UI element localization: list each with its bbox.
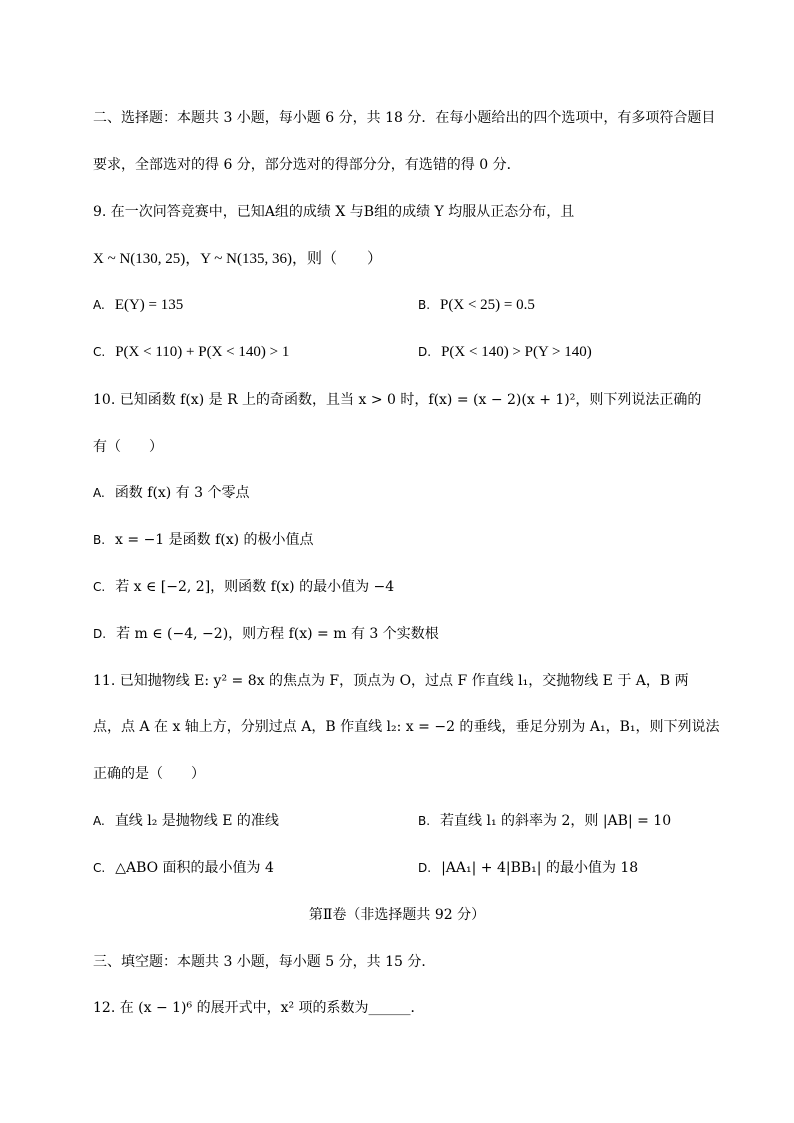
q9-option-b xyxy=(418,295,535,315)
q11-stem-line2: 点，点 A 在 x 轴上方，分别过点 A，B 作直线 l₂: x = −2 的垂线，垂足分别为 A₁，B₁，则下列说法 xyxy=(93,719,720,735)
option-label: A. xyxy=(93,486,105,500)
option-label: A. xyxy=(93,814,105,828)
q11-stem-line1: 11. 已知抛物线 E: y² = 8x 的焦点为 F，顶点为 O，过点 F 作直线 l₁，交抛物线 E 于 A，B 两 xyxy=(93,673,689,689)
q11-option-b xyxy=(418,811,671,831)
option-label: D. xyxy=(418,861,432,875)
q10-option-a xyxy=(93,483,250,503)
q10-stem-line2: 有（ ） xyxy=(93,439,163,455)
option-text: 函数 f(x) 有 3 个零点 xyxy=(114,485,250,501)
section3-heading: 三、填空题：本题共 3 小题，每小题 5 分，共 15 分． xyxy=(93,954,436,970)
option-text: E(Y) = 135 xyxy=(114,297,184,313)
option-text: 直线 l₂ 是抛物线 E 的准线 xyxy=(114,813,279,829)
section2-line1: 二、选择题：本题共 3 小题，每小题 6 分，共 18 分．在每小题给出的四个选项中，有多项符合题目 xyxy=(93,110,716,126)
option-text: 若 m ∈ (−4, −2)，则方程 f(x) = m 有 3 个实数根 xyxy=(116,626,439,642)
option-label: C. xyxy=(93,345,106,359)
q10-option-b xyxy=(93,530,314,550)
option-text: 若直线 l₁ 的斜率为 2，则 |AB| = 10 xyxy=(440,813,672,829)
option-label: B. xyxy=(418,298,431,312)
option-label: D. xyxy=(93,627,107,641)
option-label: C. xyxy=(93,580,106,594)
q9-option-a xyxy=(93,295,183,315)
option-label: B. xyxy=(93,533,106,547)
part2-title: 第Ⅱ卷（非选择题共 92 分） xyxy=(308,907,486,923)
option-text: x = −1 是函数 f(x) 的极小值点 xyxy=(115,532,314,548)
option-label: C. xyxy=(93,861,106,875)
option-label: D. xyxy=(418,345,432,359)
option-text: P(X < 140) > P(Y > 140) xyxy=(441,344,592,360)
question-12: 12. 在 (x − 1)⁶ 的展开式中，x² 项的系数为______． xyxy=(93,1000,425,1016)
q9-option-c xyxy=(93,342,289,362)
q9-stem-line1: 9. 在一次问答竞赛中，已知A组的成绩 X 与B组的成绩 Y 均服从正态分布，且 xyxy=(93,204,575,220)
option-text: △ABO 面积的最小值为 4 xyxy=(115,860,274,876)
option-text: P(X < 25) = 0.5 xyxy=(440,297,535,313)
q10-option-d xyxy=(93,624,439,644)
q11-option-d xyxy=(418,858,638,878)
section2-line2: 要求，全部选对的得 6 分，部分选对的得部分分，有选错的得 0 分． xyxy=(93,157,521,173)
option-label: B. xyxy=(418,814,431,828)
q11-option-c xyxy=(93,858,274,878)
q10-option-c xyxy=(93,577,394,597)
q10-stem-line1: 10. 已知函数 f(x) 是 R 上的奇函数，且当 x > 0 时，f(x) = (x − 2)(x + 1)²，则下列说法正确的 xyxy=(93,392,702,408)
option-text: 若 x ∈ [−2, 2]，则函数 f(x) 的最小值为 −4 xyxy=(115,579,395,595)
option-label: A. xyxy=(93,298,105,312)
q11-stem-line3: 正确的是（ ） xyxy=(93,766,205,782)
option-text: P(X < 110) + P(X < 140) > 1 xyxy=(115,344,290,360)
q9-stem-line2: X ~ N(130, 25)，Y ~ N(135, 36)，则（ ） xyxy=(93,251,382,267)
option-text: |AA₁| + 4|BB₁| 的最小值为 18 xyxy=(441,860,639,876)
q11-option-a xyxy=(93,811,279,831)
q9-option-d xyxy=(418,342,592,362)
